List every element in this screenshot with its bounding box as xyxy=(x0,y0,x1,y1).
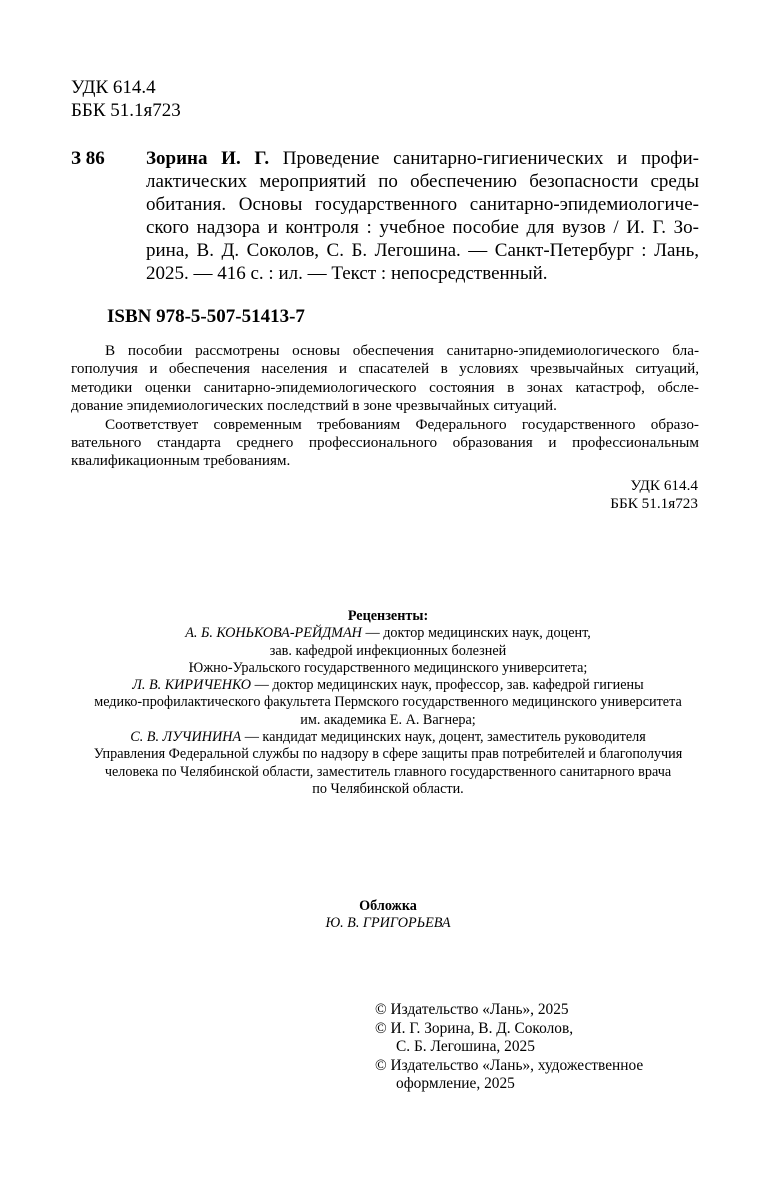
copyright-line: С. Б. Легошина, 2025 xyxy=(396,1038,535,1056)
udk-code: УДК 614.4 xyxy=(630,477,698,494)
isbn: ISBN 978-5-507-51413-7 xyxy=(107,306,305,327)
annotation-line: Соответствует современным требованиям Федерального государственного образо- xyxy=(105,415,699,433)
reviewer-name: А. Б. КОНЬКОВА-РЕЙДМАН xyxy=(185,625,362,642)
bibliographic-entry xyxy=(146,148,699,285)
reviewer-name: Л. В. КИРИЧЕНКО xyxy=(132,677,252,694)
author-mark: З 86 xyxy=(71,148,105,169)
copyright-block xyxy=(375,1001,643,1094)
entry-line: Зорина И. Г. Проведение санитарно-гигиенических и профи- xyxy=(146,148,699,169)
reviewer-line: Управления Федеральной службы по надзору в сфере защиты прав потребителей и благополучия xyxy=(93,746,683,763)
reviewers-block xyxy=(40,608,736,798)
cover-credit xyxy=(40,898,736,933)
copyright-line: © Издательство «Лань», 2025 xyxy=(375,1001,569,1018)
entry-line: рина, В. Д. Соколов, С. Б. Легошина. — Санкт-Петербург : Лань, xyxy=(146,239,699,261)
classification-codes-bottom xyxy=(610,477,698,514)
reviewer-name: С. В. ЛУЧИНИНА xyxy=(130,729,242,746)
copyright-line: © Издательство «Лань», художественное xyxy=(375,1056,644,1074)
reviewer-line: Л. В. КИРИЧЕНКО — доктор медицинских наук, профессор, зав. кафедрой гигиены xyxy=(132,677,644,694)
reviewer-line: зав. кафедрой инфекционных болезней xyxy=(269,642,507,659)
classification-codes-top xyxy=(71,76,181,122)
annotation-line: вательного стандарта среднего профессионального образования и профессиональным xyxy=(71,434,699,452)
reviewer-line: А. Б. КОНЬКОВА-РЕЙДМАН — доктор медицинских наук, доцент, xyxy=(185,625,591,642)
entry-line: ского надзора и контроля : учебное пособие для вузов / И. Г. Зо- xyxy=(146,216,699,238)
udk-code: УДК 614.4 xyxy=(71,77,156,98)
entry-line: лактических мероприятий по обеспечению безопасности среды xyxy=(146,170,699,192)
copyright-line: оформление, 2025 xyxy=(396,1075,515,1093)
annotation xyxy=(71,342,699,471)
entry-line: 2025. — 416 с. : ил. — Текст : непосредственный. xyxy=(146,262,548,284)
reviewer-line: медико-профилактического факультета Пермского государственного медицинского университета xyxy=(94,694,682,711)
entry-line: обитания. Основы государственного санитарно-эпидемиологиче- xyxy=(146,193,699,215)
bbk-code: ББК 51.1я723 xyxy=(610,495,698,513)
annotation-line: В пособии рассмотрены основы обеспечения санитарно-эпидемиологического бла- xyxy=(105,342,699,359)
copyright-line: © И. Г. Зорина, В. Д. Соколов, xyxy=(375,1019,574,1037)
annotation-line: квалификационным требованиям. xyxy=(71,452,291,470)
cover-heading: Обложка xyxy=(359,898,417,914)
reviewer-line: человека по Челябинской области, заместитель главного государственного санитарного врача xyxy=(104,763,672,780)
bbk-code: ББК 51.1я723 xyxy=(71,100,181,121)
reviewers-heading: Рецензенты: xyxy=(347,608,429,624)
reviewer-line: С. В. ЛУЧИНИНА — кандидат медицинских наук, доцент, заместитель руководителя xyxy=(130,729,646,746)
annotation-line: методики оценки санитарно-эпидемиологического состояния в зонах катастроф, обсле- xyxy=(71,378,699,396)
cover-designer: Ю. В. ГРИГОРЬЕВА xyxy=(325,915,451,932)
entry-author: Зорина И. Г. xyxy=(146,148,270,169)
reviewer-line: им. академика Е. А. Вагнера; xyxy=(300,711,476,728)
reviewer-line: по Челябинской области. xyxy=(312,780,464,797)
reviewer-line: Южно-Уральского государственного медицинского университета; xyxy=(188,659,588,676)
annotation-line: гополучия и обеспечения населения и спасателей в условиях чрезвычайных ситуаций, xyxy=(71,360,699,378)
annotation-line: дование эпидемиологических последствий в зоне чрезвычайных ситуаций. xyxy=(71,397,557,415)
